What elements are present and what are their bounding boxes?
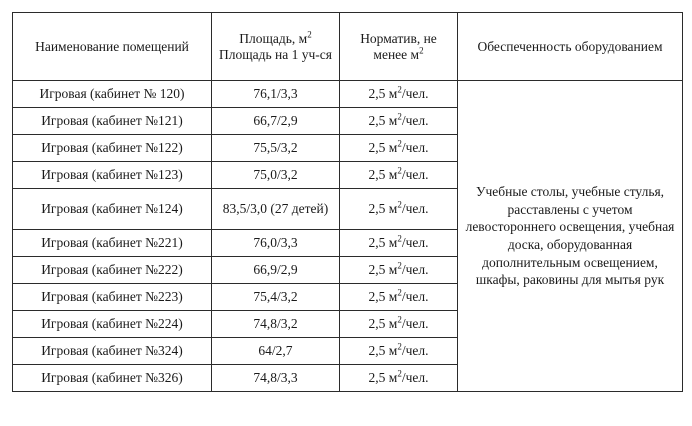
table-row — [13, 81, 683, 108]
norm-sup: 2 — [397, 260, 402, 271]
norm-sup: 2 — [397, 138, 402, 149]
norm-unit: /чел. — [401, 113, 429, 129]
header-area-line1 — [216, 31, 335, 46]
norm-cell — [340, 108, 458, 135]
room-name-cell: Игровая (кабинет №122) — [13, 135, 212, 162]
norm-cell — [340, 189, 458, 230]
area-cell: 75,5/3,2 — [212, 135, 340, 162]
norm-sup: 2 — [397, 314, 402, 325]
header-norm-line2-text: менее м — [373, 46, 420, 62]
norm-value: 2,5 м — [368, 201, 398, 217]
room-name-cell: Игровая (кабинет №222) — [13, 257, 212, 284]
equipment-cell: Учебные столы, учебные стулья, расставлены с учетом левостороннего освещения, учебная доска, оборудованная дополнительным освещением, шкафы, раковины для мытья рук — [458, 81, 683, 392]
room-name-cell: Игровая (кабинет №123) — [13, 162, 212, 189]
room-name-cell: Игровая (кабинет № 120) — [13, 81, 212, 108]
table-header — [13, 13, 683, 81]
header-row — [13, 13, 683, 81]
area-cell: 83,5/3,0 (27 детей) — [212, 189, 340, 230]
table-body — [13, 81, 683, 392]
header-area-line1-text: Площадь, м — [239, 31, 308, 47]
area-cell: 66,7/2,9 — [212, 108, 340, 135]
area-cell: 75,4/3,2 — [212, 284, 340, 311]
room-name-cell: Игровая (кабинет №326) — [13, 365, 212, 392]
norm-unit: /чел. — [401, 167, 429, 183]
header-norm-line2 — [344, 47, 453, 62]
norm-value: 2,5 м — [368, 113, 398, 129]
room-name-cell: Игровая (кабинет №224) — [13, 311, 212, 338]
room-name-cell: Игровая (кабинет №324) — [13, 338, 212, 365]
norm-value: 2,5 м — [368, 289, 398, 305]
rooms-table — [12, 12, 683, 392]
norm-sup: 2 — [397, 111, 402, 122]
area-cell: 64/2,7 — [212, 338, 340, 365]
norm-unit: /чел. — [401, 289, 429, 305]
norm-cell — [340, 81, 458, 108]
norm-cell — [340, 338, 458, 365]
norm-cell — [340, 135, 458, 162]
norm-value: 2,5 м — [368, 86, 398, 102]
norm-sup: 2 — [397, 341, 402, 352]
area-cell: 76,1/3,3 — [212, 81, 340, 108]
norm-sup: 2 — [397, 165, 402, 176]
norm-cell — [340, 365, 458, 392]
area-cell: 75,0/3,2 — [212, 162, 340, 189]
room-name-cell: Игровая (кабинет №124) — [13, 189, 212, 230]
norm-sup: 2 — [397, 233, 402, 244]
header-room-name — [13, 13, 212, 81]
norm-value: 2,5 м — [368, 370, 398, 386]
area-cell: 74,8/3,3 — [212, 365, 340, 392]
norm-value: 2,5 м — [368, 235, 398, 251]
header-equipment — [458, 13, 683, 81]
area-cell: 74,8/3,2 — [212, 311, 340, 338]
norm-unit: /чел. — [401, 262, 429, 278]
area-cell: 66,9/2,9 — [212, 257, 340, 284]
area-cell: 76,0/3,3 — [212, 230, 340, 257]
norm-cell — [340, 284, 458, 311]
norm-unit: /чел. — [401, 140, 429, 156]
norm-sup: 2 — [397, 84, 402, 95]
norm-unit: /чел. — [401, 316, 429, 332]
header-area — [212, 13, 340, 81]
norm-unit: /чел. — [401, 235, 429, 251]
header-equipment-text: Обеспеченность оборудованием — [477, 38, 663, 54]
header-norm — [340, 13, 458, 81]
header-area-line2: Площадь на 1 уч-ся — [219, 46, 332, 62]
room-name-cell: Игровая (кабинет №223) — [13, 284, 212, 311]
norm-value: 2,5 м — [368, 167, 398, 183]
norm-value: 2,5 м — [368, 343, 398, 359]
room-name-cell: Игровая (кабинет №121) — [13, 108, 212, 135]
header-norm-line1: Норматив, не — [360, 31, 437, 47]
norm-cell — [340, 230, 458, 257]
norm-unit: /чел. — [401, 370, 429, 386]
header-norm-sup: 2 — [419, 45, 424, 55]
norm-unit: /чел. — [401, 86, 429, 102]
header-area-sup: 2 — [307, 29, 312, 40]
norm-unit: /чел. — [401, 343, 429, 359]
norm-cell — [340, 311, 458, 338]
norm-cell — [340, 257, 458, 284]
norm-value: 2,5 м — [368, 262, 398, 278]
norm-value: 2,5 м — [368, 316, 398, 332]
norm-unit: /чел. — [401, 201, 429, 217]
norm-value: 2,5 м — [368, 140, 398, 156]
norm-sup: 2 — [397, 287, 402, 298]
norm-cell — [340, 162, 458, 189]
norm-sup: 2 — [397, 199, 402, 210]
room-name-cell: Игровая (кабинет №221) — [13, 230, 212, 257]
header-room-name-text: Наименование помещений — [35, 38, 189, 54]
norm-sup: 2 — [397, 368, 402, 379]
